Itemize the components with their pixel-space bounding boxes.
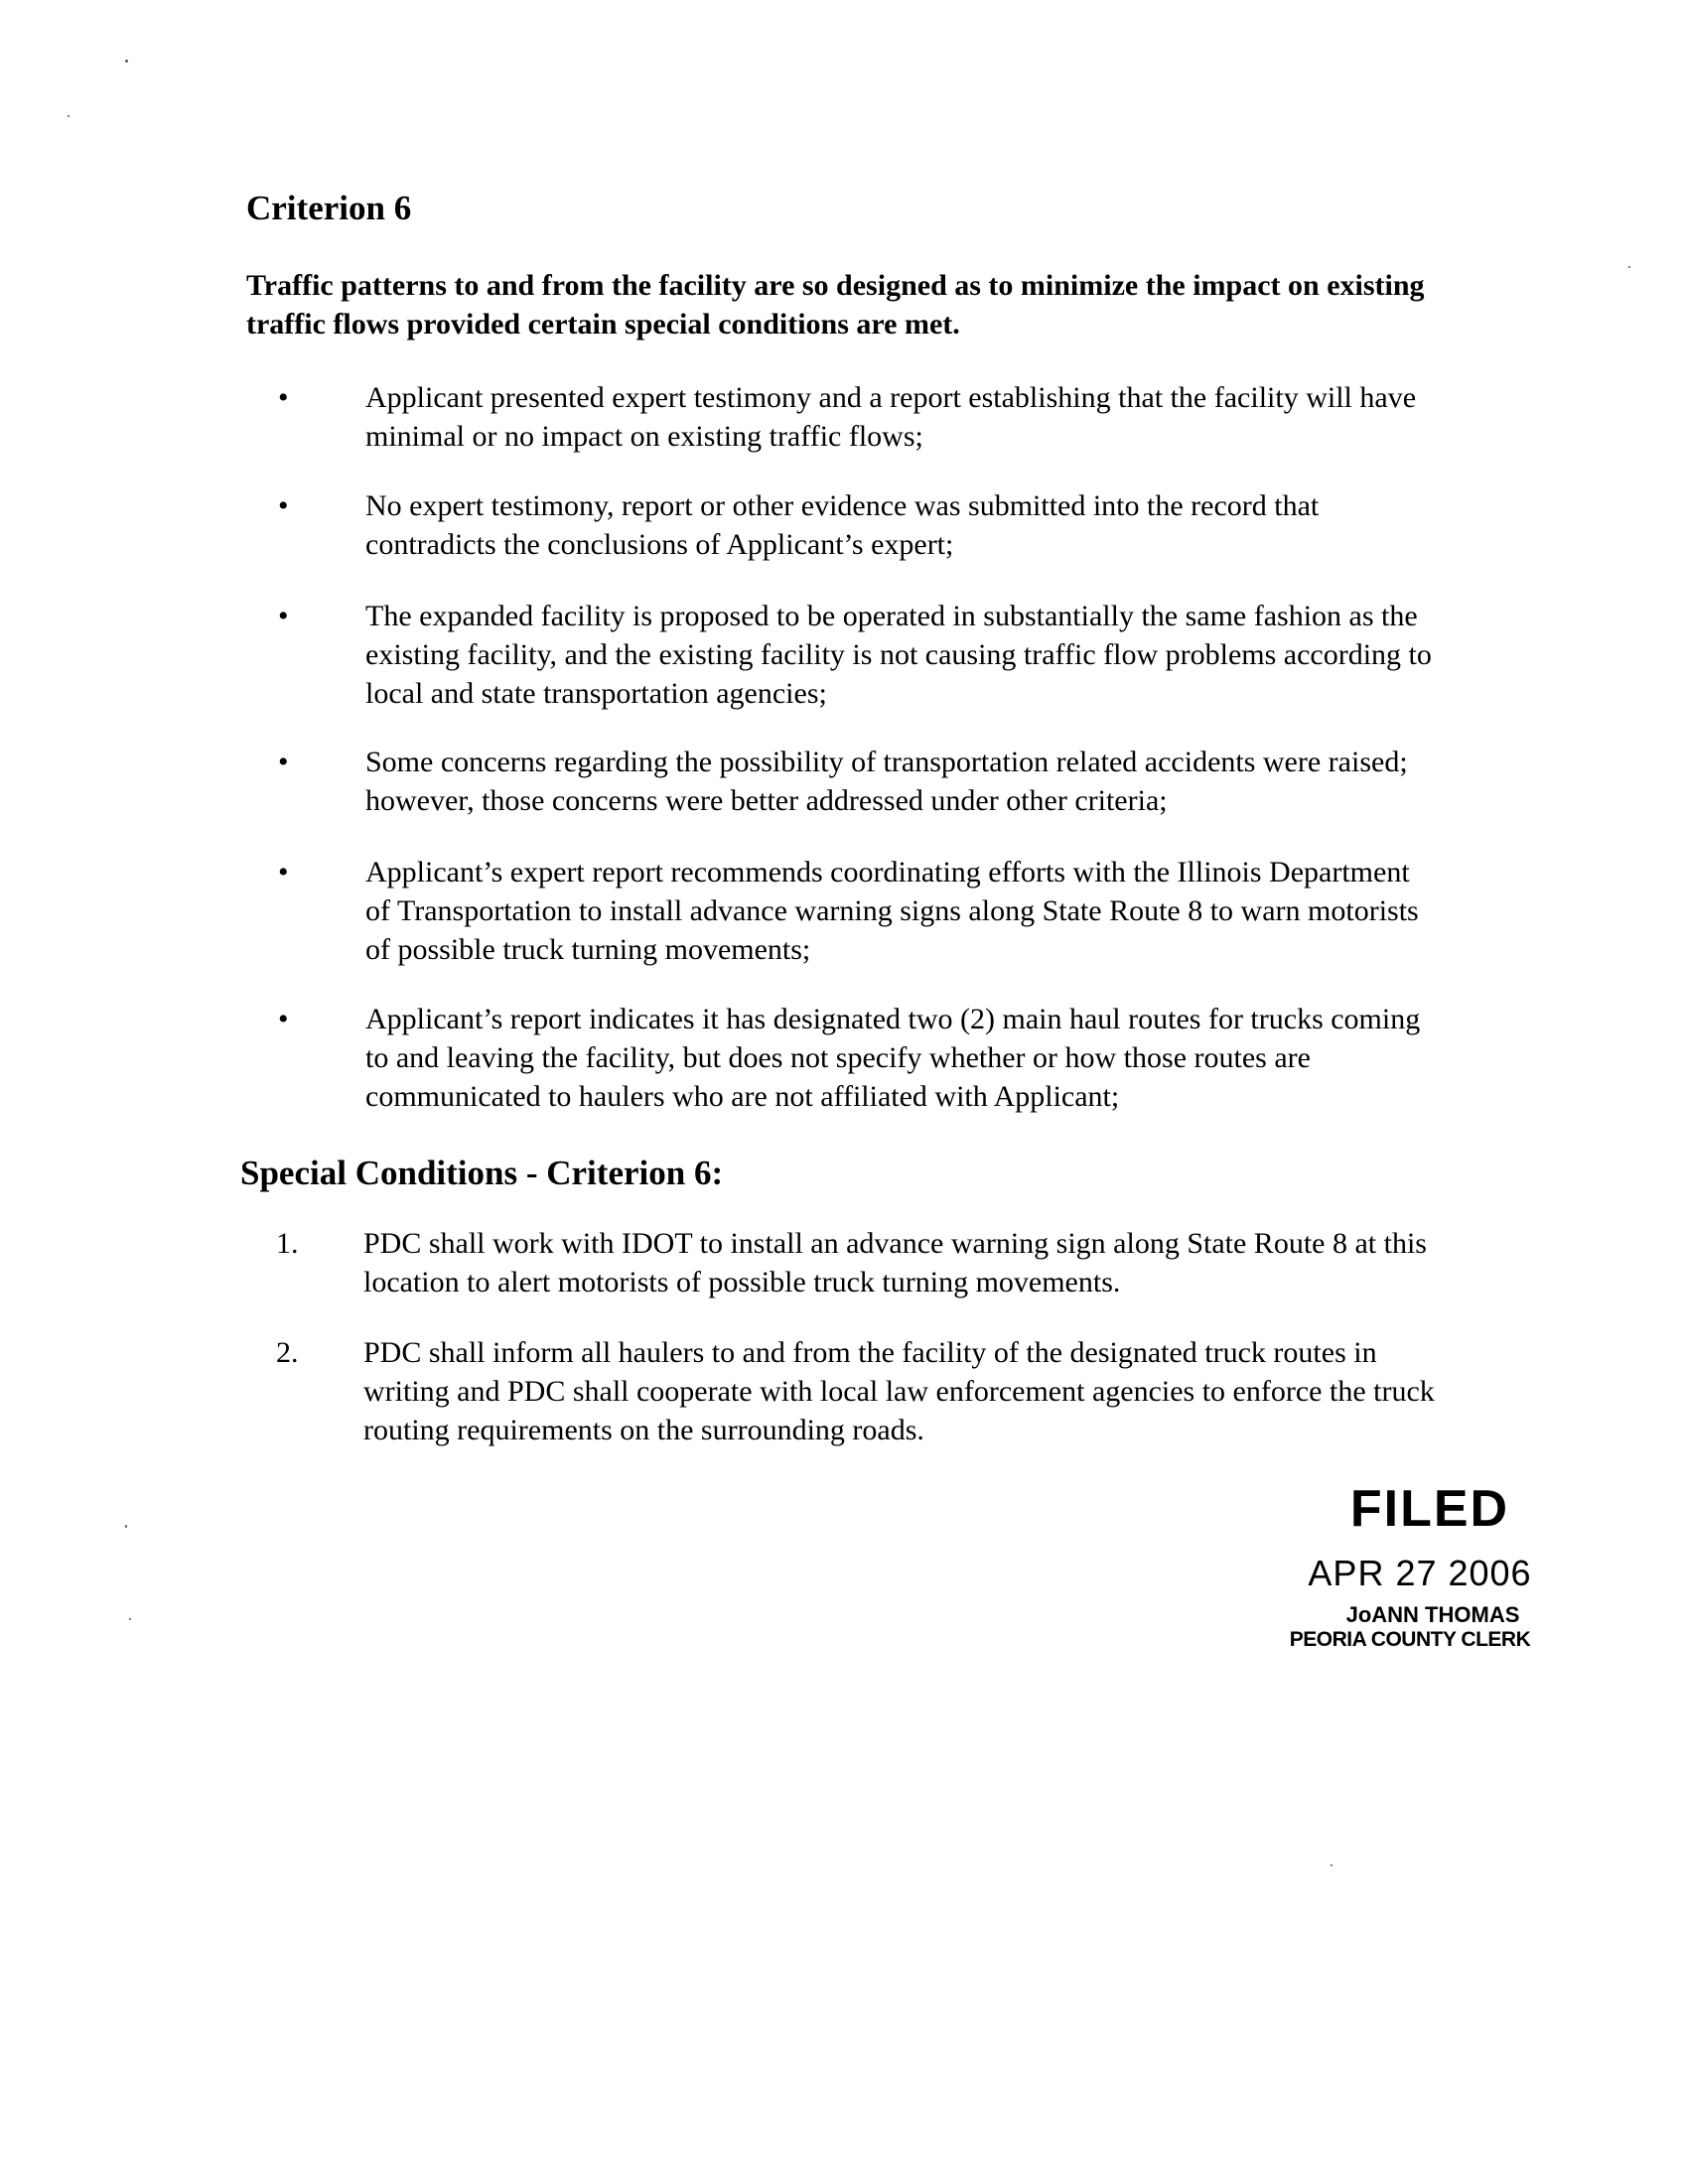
bullet-icon: • [278, 600, 289, 632]
special-conditions-heading: Special Conditions - Criterion 6: [240, 1154, 724, 1192]
finding-text: Some concerns regarding the possibility of transportation related accidents were raised; however, those concerns were better addressed under other criteria; [365, 746, 1408, 817]
scan-speck [1628, 266, 1630, 268]
special-condition-item [276, 1333, 1448, 1449]
criterion-heading: Criterion 6 [246, 189, 412, 227]
finding-item [278, 597, 1450, 713]
bullet-icon: • [278, 1003, 289, 1035]
bullet-icon: • [278, 856, 289, 888]
criterion-statement: Traffic patterns to and from the facility are so designed as to minimize the impact on existing traffic flows provided certain special conditions are met. [246, 269, 1425, 341]
stamp-label: FILED [1349, 1480, 1510, 1538]
finding-item [278, 1000, 1450, 1116]
filed-stamp [1281, 1479, 1539, 1652]
finding-item [278, 853, 1450, 969]
scan-speck [68, 115, 70, 117]
finding-text: No expert testimony, report or other evidence was submitted into the record that contradicts the conclusions of Applicant’s expert; [365, 489, 1320, 561]
scan-speck [129, 1618, 131, 1620]
finding-item [278, 486, 1450, 564]
finding-item [278, 378, 1450, 456]
finding-text: Applicant presented expert testimony and a report establishing that the facility will have minimal or no impact on existing traffic flows; [365, 381, 1417, 453]
special-condition-item [276, 1224, 1448, 1301]
bullet-icon: • [278, 381, 289, 414]
condition-number: 2. [276, 1336, 299, 1369]
stamp-clerk-name: JoANN THOMAS [1345, 1602, 1520, 1627]
bullet-icon: • [278, 746, 289, 778]
scan-speck [125, 60, 128, 63]
finding-item [278, 743, 1450, 820]
scan-speck [1331, 1864, 1333, 1866]
finding-text: The expanded facility is proposed to be operated in substantially the same fashion as the existing facility, and the existing facility is not causing traffic flow problems according to local and state transportation agencies; [365, 600, 1432, 710]
bullet-icon: • [278, 489, 289, 522]
finding-text: Applicant’s report indicates it has designated two (2) main haul routes for trucks coming to and leaving the facility, but does not specify whether or how those routes are communicated to haulers who are not affiliated with Applicant; [365, 1003, 1421, 1113]
condition-number: 1. [276, 1227, 299, 1260]
stamp-clerk-office: PEORIA COUNTY CLERK [1289, 1628, 1531, 1651]
finding-text: Applicant’s expert report recommends coordinating efforts with the Illinois Department of Transportation to install advance warning signs along State Route 8 to warn motorists of possible truck turning movements; [365, 856, 1419, 966]
stamp-date: APR 27 2006 [1308, 1553, 1532, 1593]
scan-speck [125, 1525, 127, 1528]
condition-text: PDC shall work with IDOT to install an advance warning sign along State Route 8 at this location to alert motorists of possible truck turning movements. [363, 1227, 1427, 1298]
condition-text: PDC shall inform all haulers to and from the facility of the designated truck routes in writing and PDC shall cooperate with local law enforcement agencies to enforce the truck routing requirements on the surrounding roads. [363, 1336, 1435, 1446]
